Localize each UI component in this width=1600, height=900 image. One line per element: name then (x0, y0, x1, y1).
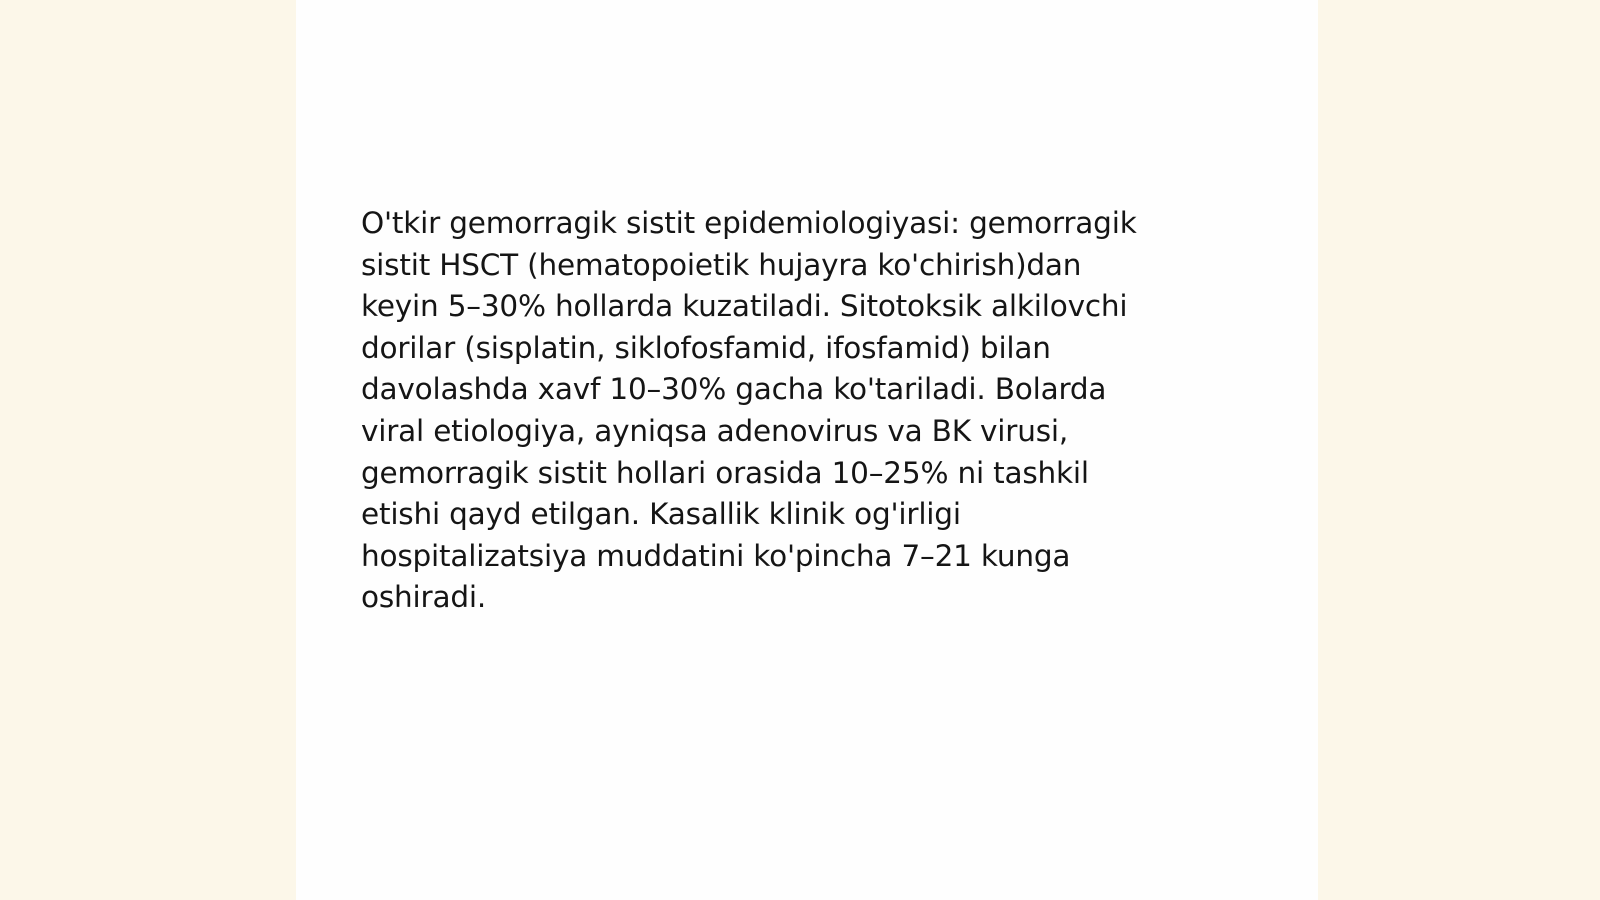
paragraph-line-1: O'tkir gemorragik sistit epidemiologiyasi: gemorragik (361, 206, 1137, 240)
paragraph-line-3: keyin 5–30% hollarda kuzatiladi. Sitotoksik alkilovchi (361, 289, 1128, 324)
paragraph-line-8: etishi qayd etilgan. Kasallik klinik og'irligi (361, 497, 961, 532)
paragraph-line-6: viral etiologiya, ayniqsa adenovirus va BK virusi, (361, 413, 1069, 448)
paragraph-line-4: dorilar (sisplatin, siklofosfamid, ifosfamid) bilan (361, 330, 1051, 365)
paragraph-line-5: davolashda xavf 10–30% gacha ko'tariladi. Bolarda (361, 372, 1107, 407)
paragraph-line-10: oshiradi. (361, 580, 487, 615)
paragraph-line-7: gemorragik sistit hollari orasida 10–25% ni tashkil (361, 455, 1089, 490)
paragraph-line-2: sistit HSCT (hematopoietik hujayra ko'chirish)dan (361, 247, 1082, 282)
body-paragraph (361, 203, 1241, 619)
paragraph-line-9: hospitalizatsiya muddatini ko'pincha 7–21 kunga (361, 538, 1071, 573)
document-page (296, 0, 1318, 900)
